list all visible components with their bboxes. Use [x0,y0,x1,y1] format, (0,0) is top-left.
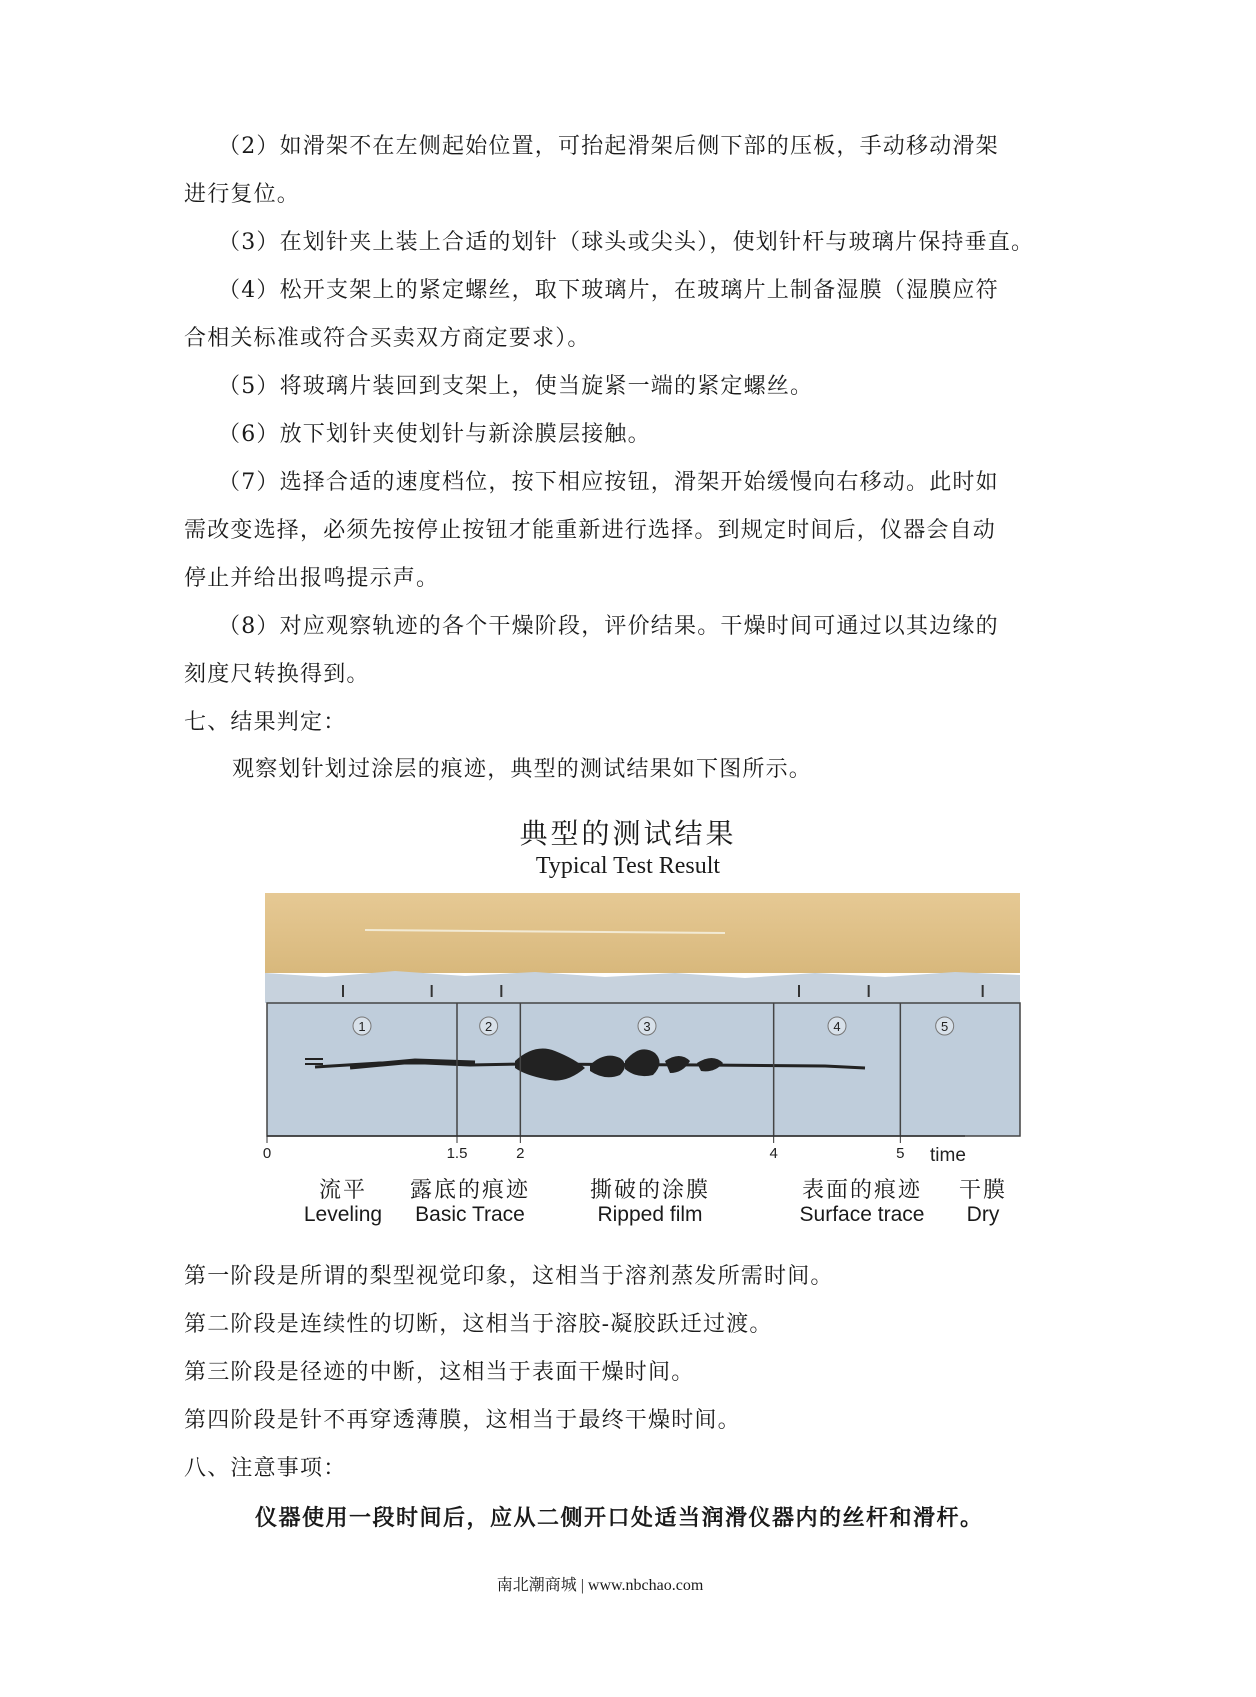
stage-number: 4 [833,1019,841,1034]
step8-line1: （8）对应观察轨迹的各个干燥阶段，评价结果。干燥时间可通过以其边缘的 [218,614,999,639]
tick-label: 5 [896,1145,905,1162]
stage-number: 1 [358,1019,366,1034]
stage-number: 2 [485,1019,493,1034]
stage-label-en: Leveling [303,1203,383,1226]
stage-number-badge [638,1017,656,1035]
section8-note: 仪器使用一段时间后，应从二侧开口处适当润滑仪器内的丝杆和滑杆。 [255,1506,984,1531]
step6-line1: （6）放下划针夹使划针与新涂膜层接触。 [218,422,651,447]
section8-heading: 八、注意事项： [184,1456,347,1481]
footer: 南北潮商城 | www.nbchao.com [496,1577,704,1594]
figure-title-cn: 典型的测试结果 [519,817,737,850]
stage-number: 5 [941,1019,949,1034]
step7-line3: 停止并给出报鸣提示声。 [184,566,440,591]
step2-line2: 进行复位。 [184,182,301,207]
tick-label: 0 [262,1145,272,1162]
stage-label-cn: 流平 [318,1178,368,1203]
step7-line1: （7）选择合适的速度档位，按下相应按钮，滑架开始缓慢向右移动。此时如 [218,470,999,495]
tick-label: 4 [769,1145,778,1162]
stage-label-en: Surface trace [799,1203,925,1226]
phase2-text: 第二阶段是连续性的切断，这相当于溶胶-凝胶跃迁过渡。 [184,1312,773,1337]
phase1-text: 第一阶段是所谓的梨型视觉印象，这相当于溶剂蒸发所需时间。 [184,1264,834,1289]
step8-line2: 刻度尺转换得到。 [184,662,370,687]
section7-heading: 七、结果判定： [184,710,347,735]
stage-label-cn: 表面的痕迹 [801,1178,923,1203]
drying-test-figure [262,893,1020,1172]
tick-label: 1.5 [446,1145,468,1162]
stage-label-cn: 露底的痕迹 [409,1178,531,1203]
stage-number-badge [936,1017,954,1035]
stage-number-badge [480,1017,498,1035]
stage-number-badge [353,1017,371,1035]
step7-line2: 需改变选择，必须先按停止按钮才能重新进行选择。到规定时间后，仪器会自动 [184,518,997,543]
stage-label-en: Ripped film [597,1203,703,1226]
step5-line1: （5）将玻璃片装回到支架上，使当旋紧一端的紧定螺丝。 [218,374,814,399]
step2-line1: （2）如滑架不在左侧起始位置，可抬起滑架后侧下部的压板，手动移动滑架 [218,134,999,159]
glass-edge [265,971,1020,1003]
stage-label-en: Dry [966,1203,1000,1226]
stage-label-en: Basic Trace [415,1203,525,1226]
figure-title-en: Typical Test Result [535,853,721,879]
stage-number-badge [828,1017,846,1035]
phase4-text: 第四阶段是针不再穿透薄膜，这相当于最终干燥时间。 [184,1408,741,1433]
stage-label-cn: 干膜 [958,1178,1008,1203]
tick-label: 2 [516,1145,525,1162]
stage-number: 3 [643,1019,651,1034]
step4-line1: （4）松开支架上的紧定螺丝，取下玻璃片，在玻璃片上制备湿膜（湿膜应符 [218,278,999,303]
axis-label: time [930,1145,966,1166]
step3-line1: （3）在划针夹上装上合适的划针（球头或尖头），使划针杆与玻璃片保持垂直。 [218,230,1035,255]
drying-figure-svg [262,893,1025,1168]
phase3-text: 第三阶段是径迹的中断，这相当于表面干燥时间。 [184,1360,695,1385]
step4-line2: 合相关标准或符合买卖双方商定要求）。 [184,326,591,351]
section7-intro: 观察划针划过涂层的痕迹，典型的测试结果如下图所示。 [232,757,813,782]
stage-label-cn: 撕破的涂膜 [589,1178,711,1203]
